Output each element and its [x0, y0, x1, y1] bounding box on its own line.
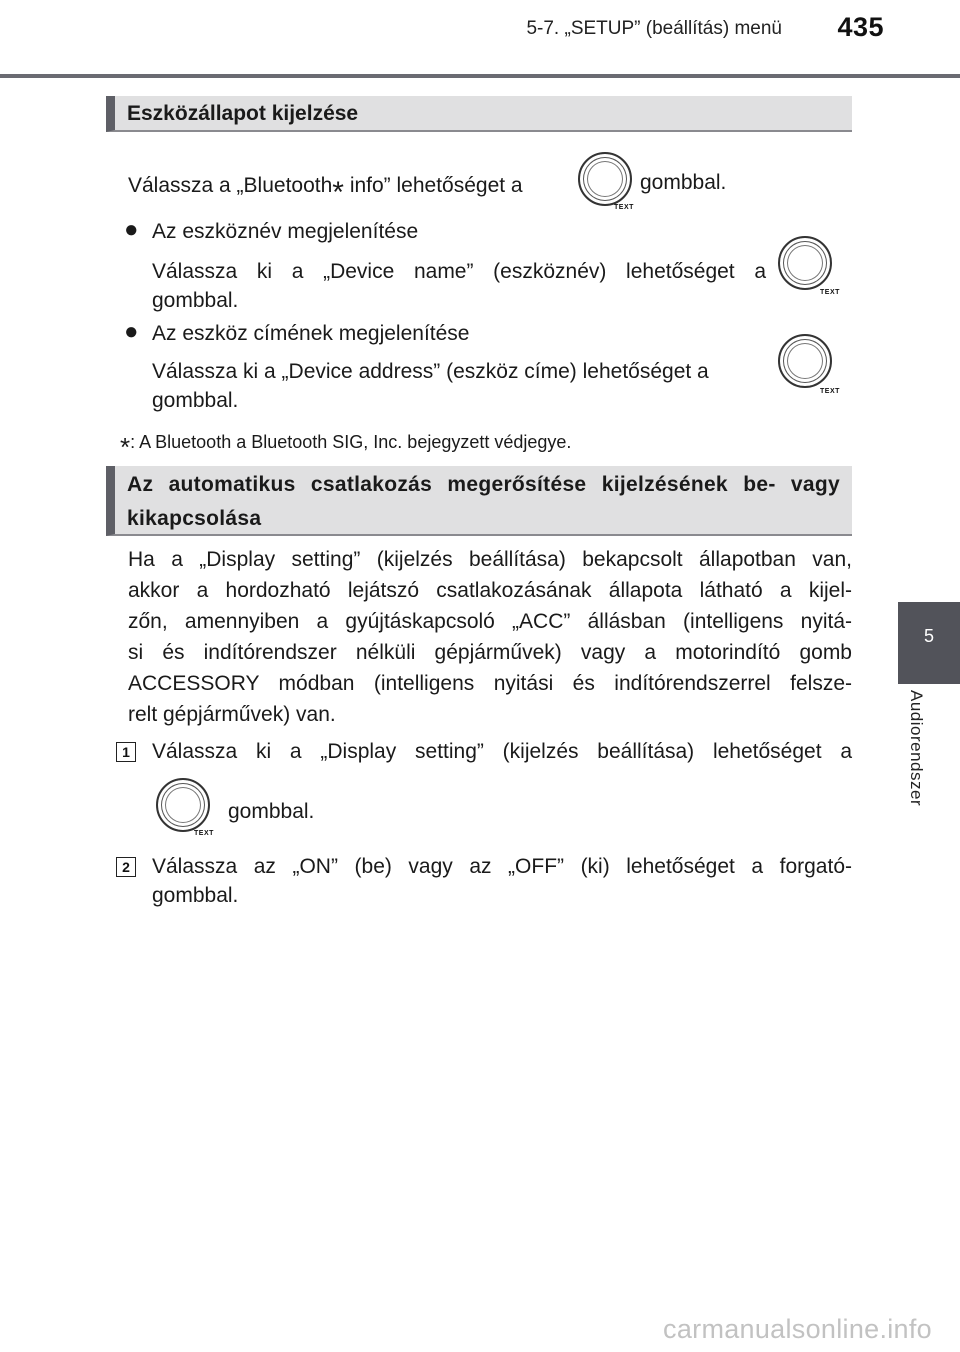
chapter-label: Audiorendszer — [907, 690, 926, 807]
intro-before: Válassza a „Bluetooth — [128, 174, 333, 197]
tune-knob-icon — [578, 152, 632, 206]
item-device-name-line1: Válassza ki a „Device name” (eszköznév) lehetőséget a — [152, 260, 766, 283]
watermark: carmanualsonline.info — [663, 1314, 932, 1344]
header-rule — [0, 74, 960, 78]
para-line: zőn, amennyiben a gyújtáskapcsoló „ACC” állásban (intelligens nyitá- — [128, 610, 852, 633]
knob-text-label: TEXT — [820, 289, 840, 296]
section-heading-device-status: Eszközállapot kijelzése — [106, 96, 852, 132]
header-section-title: 5-7. „SETUP” (beállítás) menü — [526, 18, 782, 39]
page-number: 435 — [837, 12, 884, 42]
item-device-name-title: Az eszköznév megjelenítése — [152, 220, 419, 243]
tune-knob-icon — [778, 334, 832, 388]
step1-line1: Válassza ki a „Display setting” (kijelzés beállítása) lehetőséget a — [152, 740, 852, 763]
step-number-box: 1 — [116, 742, 136, 762]
para-line: si és indítórendszer nélküli gépjárművek) vagy a motorindító gomb — [128, 641, 852, 664]
knob-text-label: TEXT — [194, 830, 214, 837]
item-device-name-line2: gombbal. — [152, 289, 239, 312]
asterisk: * — [332, 176, 344, 209]
knob-text-label: TEXT — [614, 204, 634, 211]
footnote — [120, 424, 572, 462]
knob-text-label: TEXT — [820, 388, 840, 395]
item-device-address-line1: Válassza ki a „Device address” (eszköz címe) lehetőséget a — [152, 360, 709, 383]
bullet-icon: ● — [124, 216, 139, 243]
step2-line1: Válassza az „ON” (be) vagy az „OFF” (ki) lehetőséget a forgató- — [152, 855, 852, 878]
para-line: akkor a hordozható lejátszó csatlakozásának állapota látható a kijel- — [128, 579, 852, 602]
item-device-address-title: Az eszköz címének megjelenítése — [152, 322, 470, 345]
intro-after: info” lehetőséget a — [343, 174, 523, 197]
section1-intro — [128, 168, 523, 209]
step1-line2: gombbal. — [228, 800, 315, 823]
step2-line2: gombbal. — [152, 884, 239, 907]
intro-end: gombbal. — [640, 171, 727, 194]
step-number-box: 2 — [116, 857, 136, 877]
bullet-icon: ● — [124, 318, 139, 345]
para-line: relt gépjárművek) van. — [128, 703, 336, 726]
tune-knob-icon — [156, 778, 210, 832]
footnote-asterisk: * — [120, 432, 131, 462]
heading-line1: Az automatikus csatlakozás megerősítése kijelzésének be- vagy — [127, 473, 840, 496]
section2-paragraph — [128, 544, 852, 730]
para-line: ACCESSORY módban (intelligens nyitási és indítórendszerrel felsze- — [128, 672, 852, 695]
footnote-text: : A Bluetooth a Bluetooth SIG, Inc. bejegyzett védjegye. — [130, 432, 572, 452]
item-device-address-line2: gombbal. — [152, 389, 239, 412]
section-heading-auto-connect — [106, 466, 852, 536]
heading-line2: kikapcsolása — [127, 507, 262, 530]
para-line: Ha a „Display setting” (kijelzés beállítása) bekapcsolt állapotban van, — [128, 548, 852, 571]
tune-knob-icon — [778, 236, 832, 290]
chapter-number: 5 — [923, 626, 934, 646]
